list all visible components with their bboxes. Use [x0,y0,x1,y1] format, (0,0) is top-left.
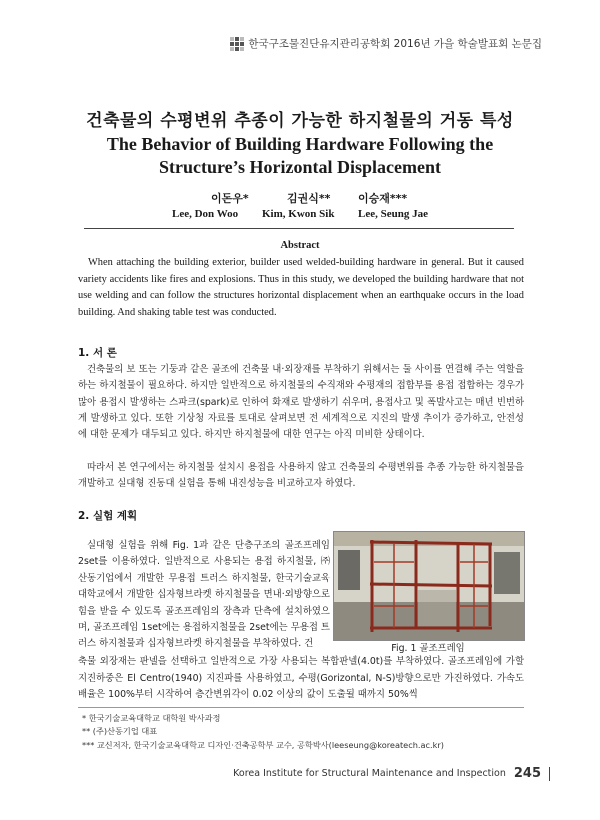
footnotes [82,712,522,752]
journal-logo-icon [230,37,244,51]
author-3-korean: 이승재*** [358,192,408,205]
journal-header [230,36,542,51]
footnote-2: ** (주)산동기업 대표 [82,726,158,737]
title-english [0,133,600,179]
journal-title: 한국구조물진단유지관리공학회 2016년 가을 학술발표회 논문집 [248,38,542,50]
title-divider [84,228,514,229]
section-2-paragraph-wrapped: 실대형 실험을 위해 Fig. 1과 같은 단층구조의 골조프레임 2set를 이용하였다. 일반적으로 사용되는 용접 하지철물, ㈜산동기업에서 개발한 무용접 트러스 하지철물, 한국기술교육대학교에서 개발한 십자형브라켓 하지철물을 면내·외방향으로 힘을 받을 수 있도록 골조프레임의 장측과 단측에 설치하였으며, 골조프레임 1set에는 용접하지철물을 2set에는 무용접 트러스 하지철물과 십자형브라켓 하지철물을 부착하였다. 건 [78,540,330,650]
section-2-paragraph-continued: 축물 외장재는 판넬을 선택하고 일반적으로 가장 사용되는 복합판넬(4.0t)를 부착하였다. 골조프레임에 가할 지진하중은 El Centro(1940) 지진파를 사용하였고, 수평(Gorizontal, N-S)방향으로만 가진하였다. 가속도 배율은 100%부터 시작하여 층간변위각이 0.02 이상의 값이 도출될 때까지 50%씩 [78,656,524,701]
author-2-english: Kim, Kwon Sik [262,208,335,220]
footnote-divider [78,707,524,708]
section-1-paragraph-1: 건축물의 보 또는 기둥과 같은 골조에 건축물 내·외장재를 부착하기 위해서는 둘 사이를 연결해 주는 역할을 하는 하지철물이 필요하다. 하지만 일반적으로 하지철물의 수직재와 수평재의 접합부를 용접 접합하는 경우가 많아 용접시 발생하는 스파크(spark)로 인하여 화재로 발생하기 쉬우며, 용접사고 및 폭발사고는 매년 빈번하게 발생하고 있다. 또한 기상청 자료를 토대로 살펴보면 전 세계적으로 지진의 발생 추이가 증가하고, 안전성에 대한 문제가 대두되고 있다. 하지만 하지철물에 대한 연구는 아직 미비한 상태이다. [78,364,524,441]
page-footer [233,766,550,781]
section-1-heading: 1. 서 론 [78,347,117,359]
title-english-line2: Structure’s Horizontal Displacement [159,157,441,177]
author-1-english: Lee, Don Woo [172,208,239,220]
figure-1-frame-photo [333,531,525,641]
author-1-korean: 이돈우* [211,192,249,205]
section-2-heading: 2. 실험 계획 [78,510,138,522]
author-2-korean: 김권식** [287,192,331,205]
abstract-heading: Abstract [280,240,320,251]
page-number: 245 [513,766,541,781]
footnote-1: * 한국기술교육대학교 대학원 박사과정 [82,713,221,723]
footer-organization: Korea Institute for Structural Maintenance and Inspection [233,768,506,779]
title-english-line1: The Behavior of Building Hardware Following the [106,134,494,154]
title-korean: 건축물의 수평변위 추종이 가능한 하지철물의 거동 특성 [86,111,514,131]
section-1-paragraph-2: 따라서 본 연구에서는 하지철물 설치시 용접을 사용하지 않고 건축물의 수평변위를 추종 가능한 하지철물을 개발하고 실대형 진동대 실험을 통해 내진성능을 비교하고자 하였다. [78,462,524,490]
author-3-english: Lee, Seung Jae [358,208,428,220]
figure-1-caption: Fig. 1 골조프레임 [391,643,465,654]
footer-divider [549,767,550,781]
footnote-3: *** 교신저자, 한국기술교육대학교 디자인·건축공학부 교수, 공학박사(leeseung@koreatech.ac.kr) [82,739,444,750]
abstract-text: When attaching the building exterior, builder used welded-building hardware in general. But it caused variety accidents like fires and explosions. Thus in this study, we developed the building hardware that not use welding and can follow the structures horizontal displacement when an earthquake occurs in the load building. And shaking table test was conducted. [78,257,524,318]
